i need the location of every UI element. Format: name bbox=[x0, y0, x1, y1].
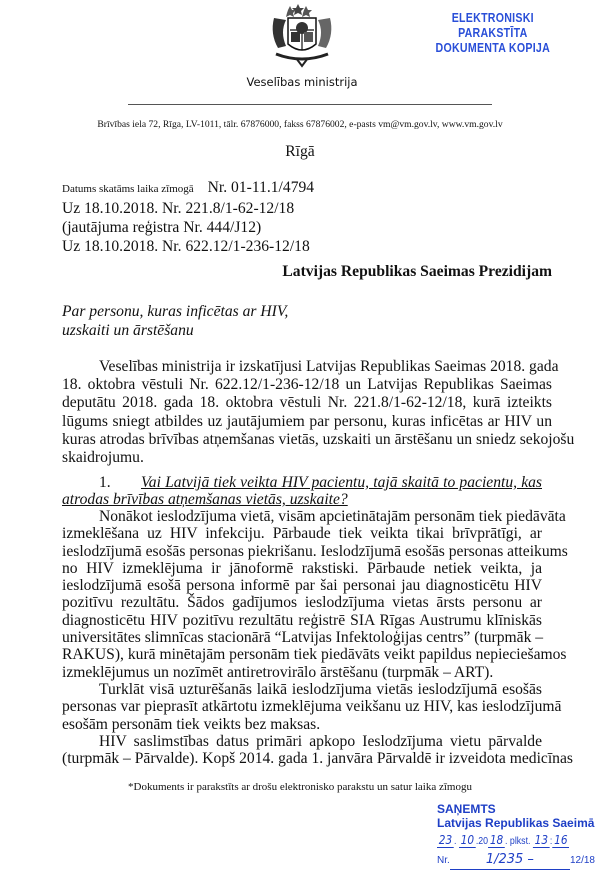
received-month: 10 bbox=[460, 833, 475, 847]
year-prefix: 20 bbox=[478, 836, 489, 847]
text-line: pozitīvu rezultātu. Šādos gadījumos ieslodzījuma vietas ārsts personu ar bbox=[62, 594, 542, 612]
header-divider bbox=[128, 104, 492, 105]
text-line: kuras atrodas brīvības atņemšanas vietās, uzskaiti un ārstēšanu un sniedz sekojošu bbox=[62, 430, 575, 448]
received-stamp: SAŅEMTS Latvijas Republikas Saeimā 23 . 10 .20 18 . plkst. 13 : 16 Nr. 1/235 – 12/18 bbox=[437, 802, 597, 870]
subject bbox=[62, 302, 288, 340]
text-line: izmeklējumus un nozīmēt antiretrovirālo ārstēšanu (turpmāk – ART). bbox=[62, 663, 494, 681]
question-1 bbox=[62, 474, 542, 509]
received-nr: 1/235 – bbox=[450, 851, 570, 870]
received-hour: 13 bbox=[534, 833, 549, 847]
date-label: Datums skatāms laika zīmogā bbox=[62, 183, 194, 195]
text-line: lūgums sniegt atbildes uz jautājumiem par personu, kuras inficētas ar HIV un bbox=[62, 412, 552, 430]
coat-of-arms-logo bbox=[266, 4, 338, 68]
electronic-signature-stamp bbox=[418, 11, 568, 56]
text-line: 18. oktobra vēstuli Nr. 622.12/1-236-12/18 un Latvijas Republikas Saeimas bbox=[62, 376, 552, 394]
ministry-name: Veselības ministrija bbox=[246, 75, 358, 89]
received-org: Latvijas Republikas Saeimā bbox=[437, 816, 595, 830]
city: Rīgā bbox=[285, 143, 315, 160]
text-line: HIV saslimstības datus primāri apkopo Ieslodzījuma vietu pārvalde bbox=[99, 732, 542, 750]
text-line: ieslodzījumā esošās personas piekrišanu. Ieslodzījumā esošās personas atteikums bbox=[62, 542, 568, 560]
answer-paragraph-1 bbox=[62, 508, 573, 768]
time-label: plkst. bbox=[509, 836, 531, 847]
text-line: deputātu 2018. gada 18. oktobra vēstuli Nr. 221.8/1-62-12/18, kurā izteikts bbox=[62, 394, 552, 412]
received-minute: 16 bbox=[554, 833, 568, 847]
subject-line-2: uzskaiti un ārstēšanu bbox=[62, 322, 194, 339]
text-line: Veselības ministrija ir izskatījusi Latvijas Republikas Saeimas 2018. gada bbox=[99, 358, 559, 375]
text-line: diagnosticētu HIV pozitīvu rezultātu reģistrē SIA Rīgas Austrumu klīniskās bbox=[62, 611, 542, 629]
reference-3: Uz 18.10.2018. Nr. 622.12/1-236-12/18 bbox=[62, 238, 310, 255]
reference-1: Uz 18.10.2018. Nr. 221.8/1-62-12/18 bbox=[62, 200, 295, 217]
document-meta bbox=[62, 178, 314, 256]
reference-2: (jautājuma reģistra Nr. 444/J12) bbox=[62, 219, 262, 236]
text-line: esošām personām tiek veikts bez maksas. bbox=[62, 715, 321, 733]
received-title: SAŅEMTS bbox=[437, 802, 496, 816]
footer-note: *Dokuments ir parakstīts ar drošu elektronisko parakstu un satur laika zīmogu bbox=[128, 781, 472, 793]
subject-line-1: Par personu, kuras inficētas ar HIV, bbox=[62, 303, 289, 320]
text-line: izmeklēšana uz HIV infekciju. Pārbaude tiek veikta tikai brīvprātīgi, ar bbox=[62, 525, 542, 543]
nr-suffix: 12/18 bbox=[569, 855, 595, 866]
document-number: Nr. 01-11.1/4794 bbox=[207, 179, 315, 196]
intro-paragraph bbox=[62, 358, 575, 467]
text-line: universitātes slimnīcas stacionārā “Latvijas Infektoloģijas centrs” (turpmāk – bbox=[62, 629, 544, 647]
text-line: (turpmāk – Pārvalde). Kopš 2014. gada 1. janvāra Pārvaldē ir izveidota medicīnas bbox=[62, 750, 573, 768]
received-day: 23 bbox=[438, 833, 453, 847]
text-line: Nonākot ieslodzījuma vietā, visām apcietinātajām personām tiek piedāvāta bbox=[99, 508, 566, 525]
question-text-line-1: Vai Latvijā tiek veikta HIV pacientu, tajā skaitā to pacientu, kas bbox=[141, 474, 542, 491]
text-line: no HIV izmeklējuma ir jānoformē rakstiski. Pārbaude netiek veikta, ja bbox=[62, 559, 542, 577]
stamp-line-2: DOKUMENTA KOPIJA bbox=[435, 41, 551, 55]
question-text-line-2: atrodas brīvības atņemšanas vietās, uzskaite? bbox=[62, 491, 348, 509]
stamp-line-1: ELEKTRONISKI PARAKSTĪTA bbox=[451, 11, 534, 40]
recipient: Latvijas Republikas Saeimas Prezidijam bbox=[282, 263, 552, 280]
text-line: skaidrojumu. bbox=[62, 449, 144, 467]
text-line: RAKUS), kurā minētajām personām tiek piedāvāts veikt papildus nepieciešamos bbox=[62, 646, 567, 664]
text-line: ieslodzījumā esošā persona informē par šai personai jau diagnosticētu HIV bbox=[62, 577, 542, 595]
ministry-address: Brīvības iela 72, Rīga, LV-1011, tālr. 67876000, fakss 67876002, e-pasts vm@vm.gov.lv, www.vm.gov.lv bbox=[97, 119, 503, 130]
nr-label: Nr. bbox=[437, 855, 450, 866]
question-number: 1. bbox=[99, 474, 111, 491]
text-line: Turklāt visā uzturēšanās laikā ieslodzījuma vietās ieslodzījumā esošās bbox=[99, 680, 542, 698]
received-year: 18 bbox=[489, 833, 504, 847]
text-line: personas var pieprasīt atkārtotu izmeklējuma veikšanu uz HIV, kas ieslodzījumā bbox=[62, 698, 562, 716]
